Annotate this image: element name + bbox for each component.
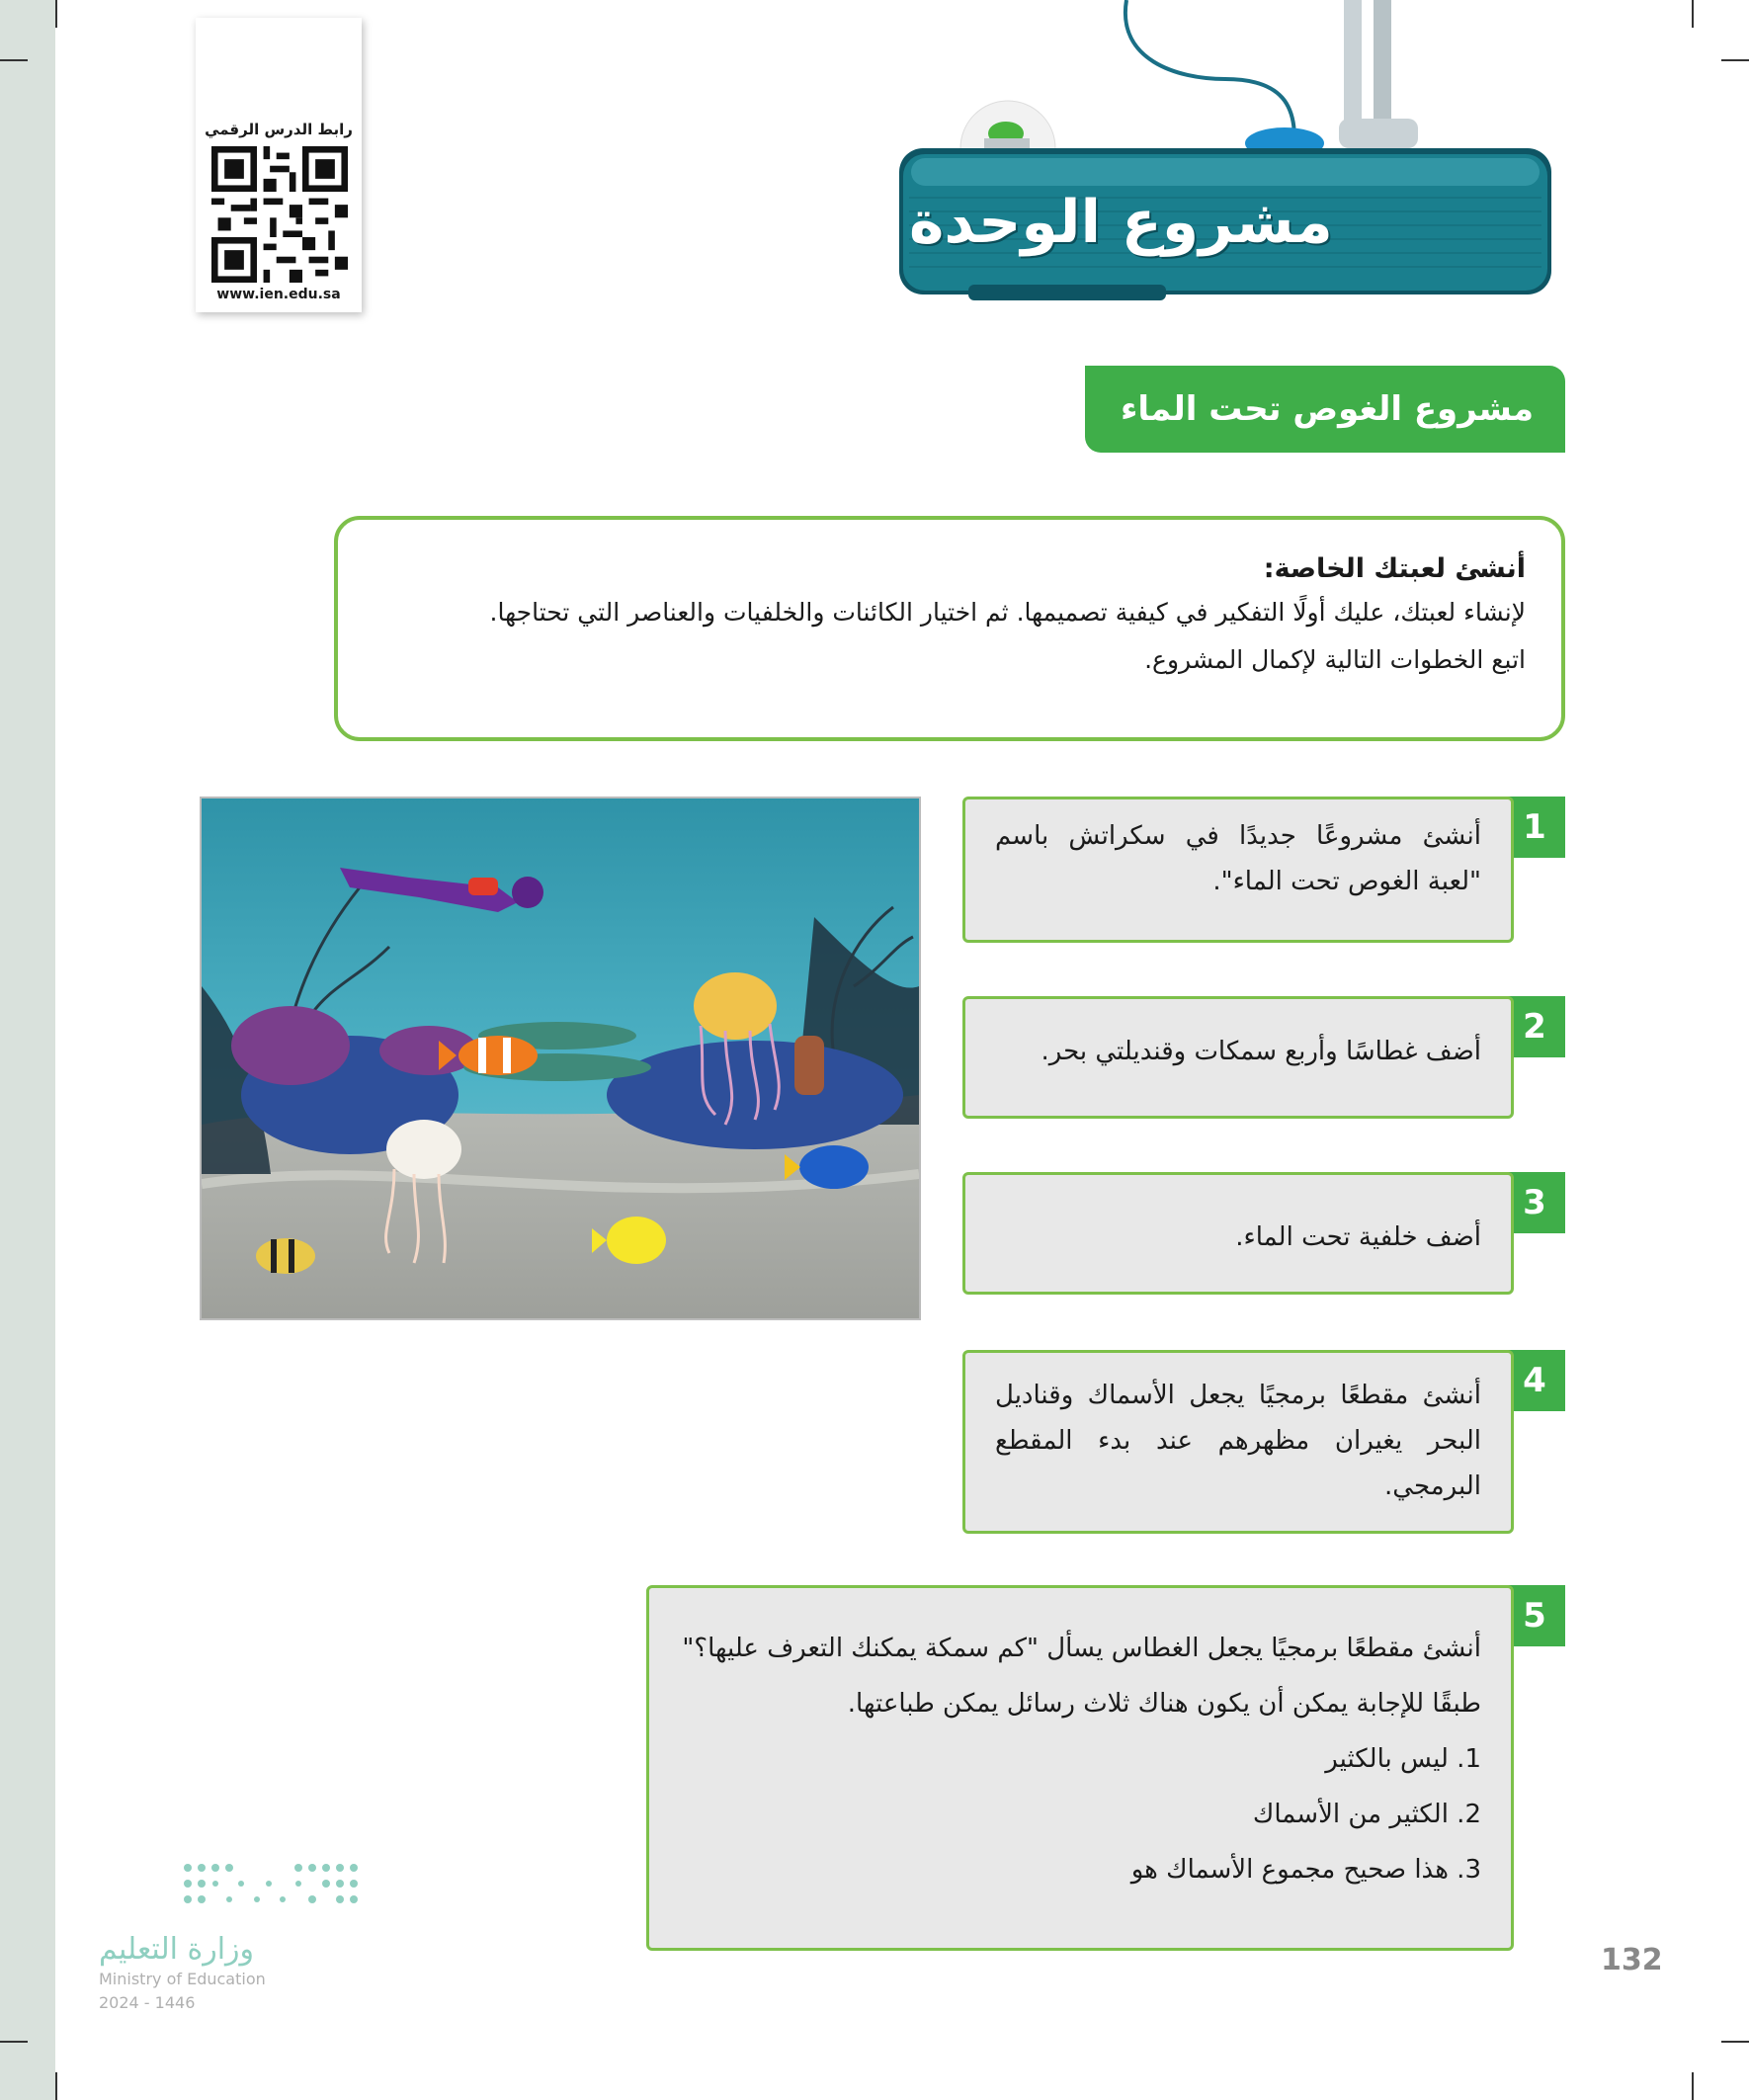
step-option: 2. الكثير من الأسماك — [1252, 1800, 1481, 1829]
crop-mark — [55, 2072, 57, 2100]
section-header: مشروع الغوص تحت الماء — [1085, 366, 1565, 453]
intro-box — [334, 516, 1565, 741]
ministry-year: 2024 - 1446 — [99, 1993, 196, 2012]
step-text: أنشئ مقطعًا برمجيًا يجعل الأسماك وقناديل البحر يغيران مظهرهم عند بدء المقطع البرمجي. — [995, 1381, 1481, 1501]
ministry-name-arabic: وزارة التعليم — [99, 1932, 255, 1967]
step-4-box — [962, 1350, 1514, 1534]
intro-text: لإنشاء لعبتك، عليك أولًا التفكير في كيفية تصميمها. ثم اختيار الكائنات والخلفيات والعناصر التي تحتاجها. — [489, 598, 1526, 627]
step-3-box — [962, 1172, 1514, 1295]
intro-heading: أنشئ لعبتك الخاصة: — [1263, 553, 1526, 584]
crop-mark — [55, 0, 57, 28]
crop-mark — [1721, 59, 1749, 61]
qr-card[interactable] — [196, 18, 362, 312]
step-number: 4 — [1504, 1350, 1565, 1411]
step-option: 3. هذا صحيح مجموع الأسماك هو — [1130, 1855, 1481, 1885]
underwater-scene-image — [200, 797, 921, 1320]
crop-mark — [1721, 2041, 1749, 2043]
step-text: أضف خلفية تحت الماء. — [1235, 1222, 1481, 1252]
step-text: أنشئ مشروعًا جديدًا في سكراتش باسم "لعبة الغوص تحت الماء". — [995, 821, 1481, 896]
qr-label: رابط الدرس الرقمي — [205, 121, 353, 138]
step-text: أضف غطاسًا وأربع سمكات وقنديلتي بحر. — [1041, 1037, 1481, 1066]
crop-mark — [0, 59, 28, 61]
step-number: 1 — [1504, 797, 1565, 858]
step-2-box — [962, 996, 1514, 1119]
ministry-name-english: Ministry of Education — [99, 1970, 266, 1988]
page-sidebar — [0, 0, 55, 2100]
qr-url[interactable]: www.ien.edu.sa — [216, 287, 341, 302]
step-text: أنشئ مقطعًا برمجيًا يجعل الغطاس يسأل "كم سمكة يمكنك التعرف عليها؟" — [682, 1634, 1481, 1663]
crop-mark — [0, 2041, 28, 2043]
step-5-box — [646, 1585, 1514, 1951]
crop-mark — [1692, 2072, 1694, 2100]
angelfish — [256, 1238, 315, 1274]
step-1-box — [962, 797, 1514, 943]
crop-mark — [1692, 0, 1694, 28]
step-number: 5 — [1504, 1585, 1565, 1646]
step-subtext: طبقًا للإجابة يمكن أن يكون هناك ثلاث رسائل يمكن طباعتها. — [847, 1689, 1481, 1719]
ministry-logo-icon — [180, 1860, 358, 1909]
step-option: 1. ليس بالكثير — [1325, 1744, 1481, 1774]
unit-title: مشروع الوحدة — [909, 188, 1333, 257]
step-number: 2 — [1504, 996, 1565, 1057]
step-number: 3 — [1504, 1172, 1565, 1233]
qr-code[interactable] — [211, 146, 348, 283]
intro-text: اتبع الخطوات التالية لإكمال المشروع. — [1144, 645, 1526, 674]
page-number: 132 — [1601, 1943, 1663, 1977]
